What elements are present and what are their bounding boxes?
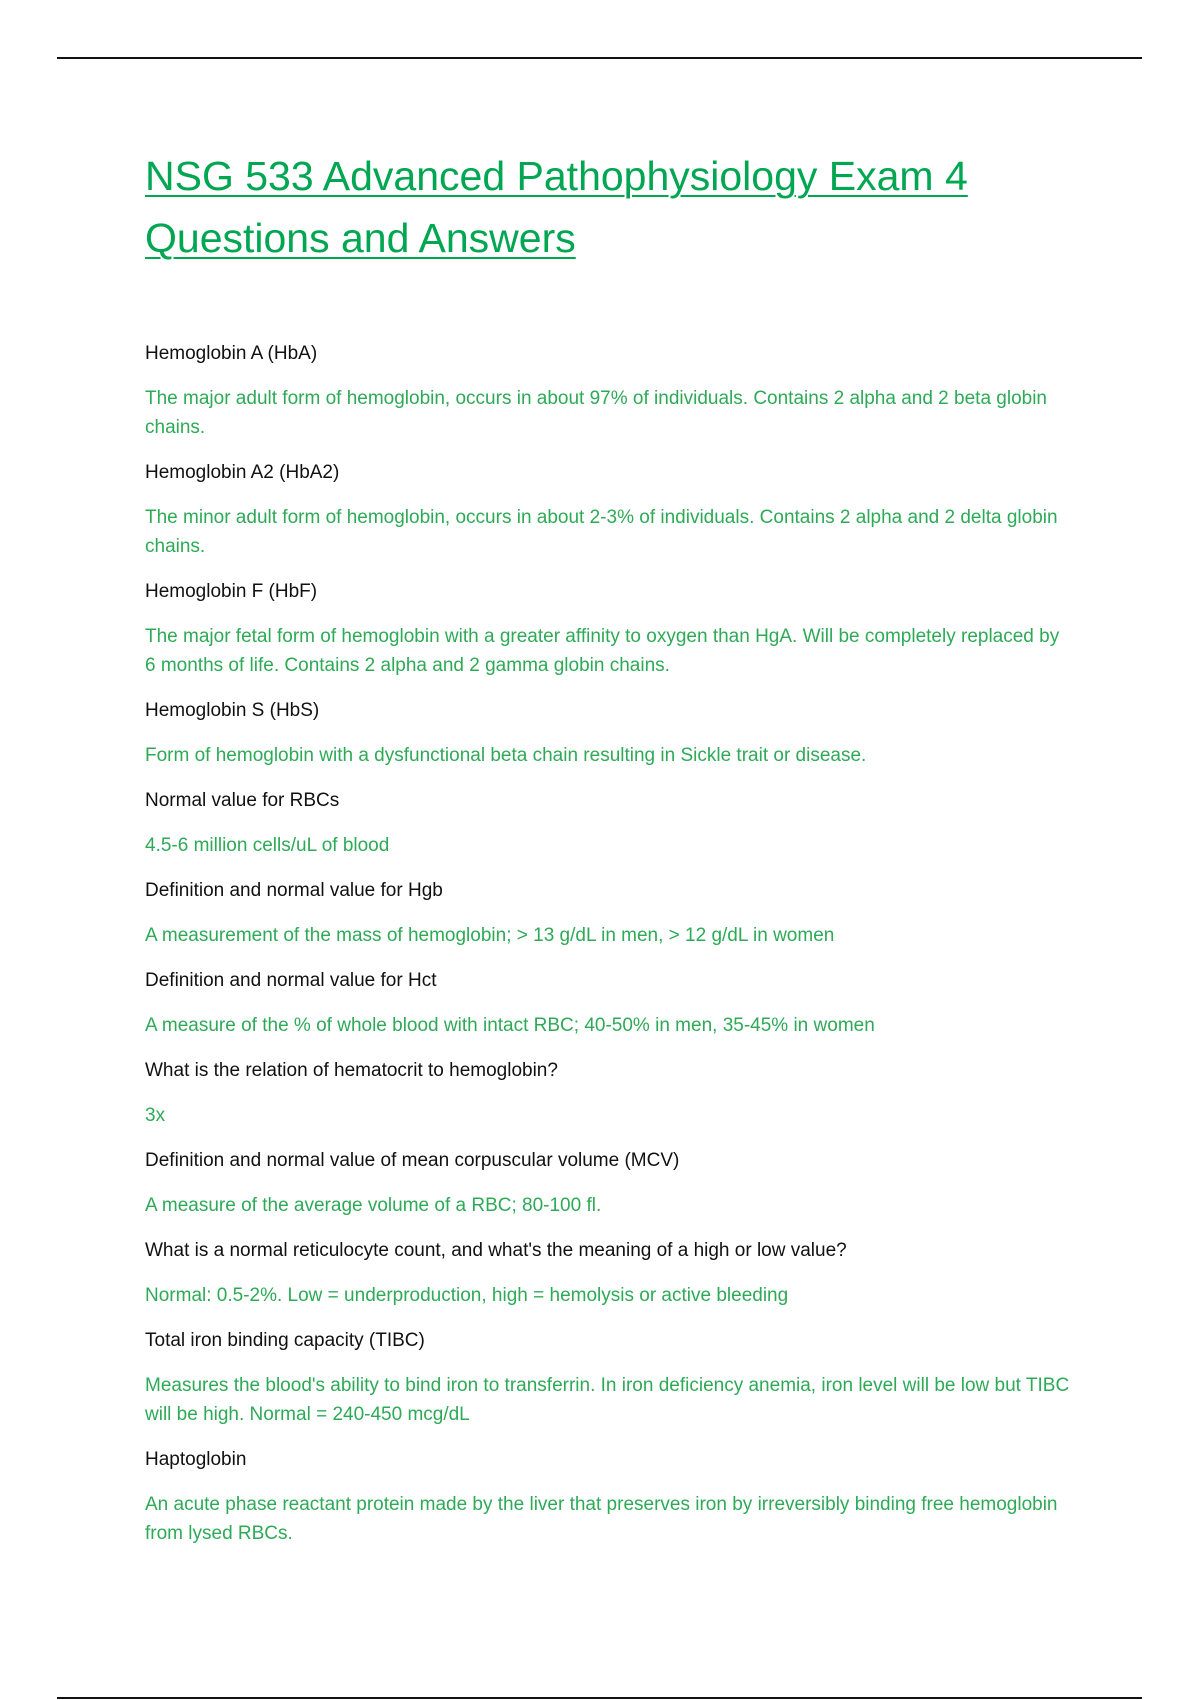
answer-text: Measures the blood's ability to bind iron to transferrin. In iron deficiency anemia, iron level will be low but TIBC will be high. Normal = 240-450 mcg/dL [145, 1375, 1070, 1425]
question-text: Definition and normal value for Hgb [145, 880, 443, 901]
qa-item [145, 786, 1075, 860]
question-text: Total iron binding capacity (TIBC) [145, 1330, 425, 1351]
question-text: What is the relation of hematocrit to hemoglobin? [145, 1060, 558, 1081]
question-text: Definition and normal value for Hct [145, 970, 437, 991]
answer-text: A measure of the average volume of a RBC; 80-100 fl. [145, 1195, 602, 1216]
top-rule [57, 57, 1142, 59]
question-text: Hemoglobin A (HbA) [145, 343, 318, 364]
qa-item [145, 1326, 1075, 1429]
qa-item [145, 1236, 1075, 1310]
bottom-rule [57, 1697, 1142, 1699]
question-text: Hemoglobin F (HbF) [145, 581, 318, 602]
answer-text: 3x [145, 1105, 166, 1126]
answer-text: A measurement of the mass of hemoglobin; > 13 g/dL in men, > 12 g/dL in women [145, 925, 835, 946]
qa-item [145, 1445, 1075, 1548]
question-text: Hemoglobin S (HbS) [145, 700, 320, 721]
qa-item [145, 458, 1075, 561]
answer-text: An acute phase reactant protein made by the liver that preserves iron by irreversibly binding free hemoglobin from lysed RBCs. [145, 1494, 1058, 1544]
answer-text: The minor adult form of hemoglobin, occurs in about 2-3% of individuals. Contains 2 alpha and 2 delta globin chains. [145, 507, 1058, 557]
answer-text: The major fetal form of hemoglobin with a greater affinity to oxygen than HgA. Will be completely replaced by 6 months of life. Contains 2 alpha and 2 gamma globin chains. [145, 626, 1060, 676]
qa-list [145, 339, 1075, 1548]
qa-item [145, 876, 1075, 950]
question-text: What is a normal reticulocyte count, and what's the meaning of a high or low value? [145, 1240, 847, 1261]
question-text: Hemoglobin A2 (HbA2) [145, 462, 340, 483]
answer-text: A measure of the % of whole blood with intact RBC; 40-50% in men, 35-45% in women [145, 1015, 875, 1036]
qa-item [145, 1146, 1075, 1220]
question-text: Normal value for RBCs [145, 790, 340, 811]
qa-item [145, 696, 1075, 770]
question-text: Definition and normal value of mean corpuscular volume (MCV) [145, 1150, 680, 1171]
qa-item [145, 577, 1075, 680]
answer-text: The major adult form of hemoglobin, occurs in about 97% of individuals. Contains 2 alpha and 2 beta globin chains. [145, 388, 1047, 438]
qa-item [145, 966, 1075, 1040]
document-body [145, 145, 1075, 1564]
answer-text: Normal: 0.5-2%. Low = underproduction, high = hemolysis or active bleeding [145, 1285, 789, 1306]
document-title: NSG 533 Advanced Pathophysiology Exam 4 Questions and Answers [145, 153, 968, 261]
qa-item [145, 339, 1075, 442]
answer-text: 4.5-6 million cells/uL of blood [145, 835, 390, 856]
qa-item [145, 1056, 1075, 1130]
answer-text: Form of hemoglobin with a dysfunctional beta chain resulting in Sickle trait or disease. [145, 745, 867, 766]
question-text: Haptoglobin [145, 1449, 247, 1470]
